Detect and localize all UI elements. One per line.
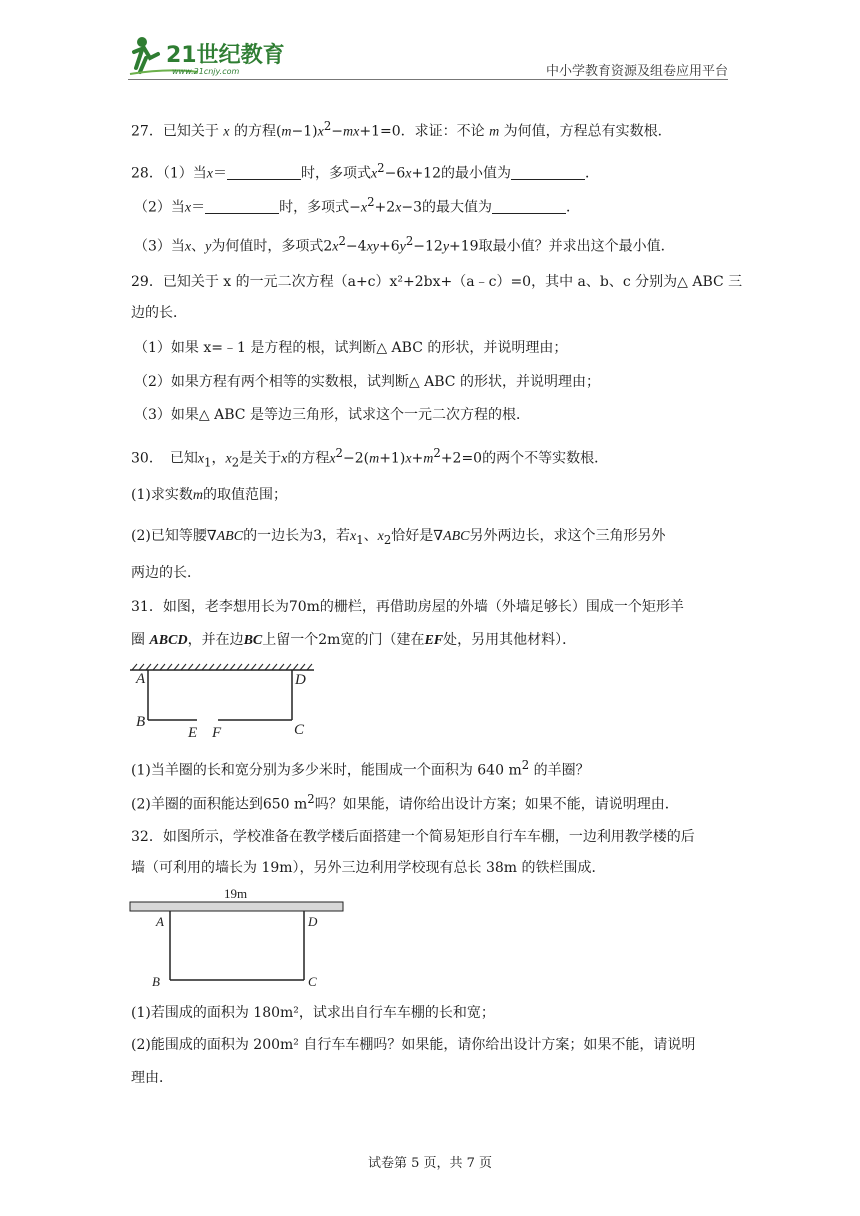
question-28-part-3: （3）当x、y为何值时，多项式$2x^2-4xy+6y^2-12y+19$取最小值？并求出这个最小值．: [134, 234, 675, 255]
svg-text:21世纪教育: 21世纪教育: [166, 43, 285, 68]
answer-blank: [205, 199, 279, 214]
svg-text:D: D: [308, 914, 318, 929]
question-31-part-1: (1)当羊圈的长和宽分别为多少米时，能围成一个面积为 640 $m^2$ 的羊圈？: [131, 758, 590, 779]
question-30-part-1: (1)求实数m的取值范围；: [131, 487, 287, 503]
platform-name: 中小学教育资源及组卷应用平台: [545, 64, 728, 79]
question-31-stem: 31．如图，老李想用长为70m的栅栏，再借助房屋的外墙（外墙足够长）围成一个矩形羊: [131, 599, 684, 615]
sheep-pen-figure: [128, 662, 318, 742]
svg-text:F: F: [212, 725, 222, 741]
question-29-stem: 29．已知关于 x 的一元二次方程（a+c）x²+2bx+（a﹣c）=0，其中 a、b、c 分别为△ ABC 三: [131, 274, 743, 290]
question-30-stem: 30． 已知$x_1$，$x_2$是关于x的方程$x^2-2(m+1)x+m^2+2=0$的两个不等实数根．: [131, 446, 609, 470]
question-32-stem: 32．如图所示，学校准备在教学楼后面搭建一个简易矩形自行车车棚，一边利用教学楼的后: [131, 829, 695, 845]
answer-blank: [492, 199, 566, 214]
question-29-part-3: （3）如果△ ABC 是等边三角形，试求这个一元二次方程的根．: [134, 407, 530, 423]
svg-text:C: C: [294, 722, 305, 738]
question-28-part-1: 28．（1）当x＝ 时，多项式$x^2-6x+12$的最小值为 ．: [131, 161, 599, 182]
question-31-stem-cont: 圈 ABCD，并在边BC上留一个2m宽的门（建在EF处，另用其他材料）．: [131, 632, 577, 648]
answer-blank: [511, 165, 585, 180]
svg-text:www.21cnjy.com: www.21cnjy.com: [172, 67, 240, 76]
question-29-stem-cont: 边的长．: [131, 305, 187, 321]
logo-21cnjy: [128, 34, 298, 78]
svg-text:A: A: [156, 914, 164, 929]
svg-text:B: B: [136, 714, 146, 730]
question-29-part-2: （2）如果方程有两个相等的实数根，试判断△ ABC 的形状，并说明理由；: [134, 374, 600, 390]
question-31-part-2: (2)羊圈的面积能达到650 $m^2$吗？如果能，请你给出设计方案；如果不能，请说明理由．: [131, 792, 679, 813]
page-header: [128, 34, 728, 82]
svg-text:19m: 19m: [224, 886, 248, 901]
question-28-part-2: （2）当x＝ 时，多项式$-x^2+2x-3$的最大值为 ．: [134, 195, 581, 216]
question-32-part-2: (2)能围成的面积为 200m² 自行车车棚吗？如果能，请你给出设计方案；如果不能，请说明: [131, 1037, 696, 1053]
question-27: 27．已知关于 x 的方程$(m-1)x^2-mx+1=0$．求证：不论 m 为何值，方程总有实数根．: [131, 119, 672, 140]
question-32-stem-cont: 墙（可利用的墙长为 19m），另外三边利用学校现有总长 38m 的铁栏围成．: [131, 860, 606, 876]
answer-blank: [227, 165, 301, 180]
question-30-part-2-cont: 两边的长．: [131, 565, 201, 581]
header-divider: [128, 79, 728, 80]
svg-text:D: D: [295, 672, 306, 688]
bike-shed-figure: [128, 884, 346, 990]
svg-text:E: E: [188, 725, 198, 741]
svg-text:C: C: [308, 974, 317, 989]
question-29-part-1: （1）如果 x=﹣1 是方程的根，试判断△ ABC 的形状，并说明理由；: [134, 340, 568, 356]
svg-text:B: B: [152, 974, 160, 989]
page-footer: 试卷第 5 页，共 7 页: [367, 1156, 493, 1171]
svg-text:A: A: [136, 671, 146, 687]
question-30-part-2: (2)已知等腰∇ABC的一边长为3，若$x_1$、$x_2$恰好是∇ABC另外两边长，求这个三角形另外: [131, 528, 666, 547]
question-32-part-2-cont: 理由．: [131, 1070, 173, 1086]
question-32-part-1: (1)若围成的面积为 180m²，试求出自行车车棚的长和宽；: [131, 1005, 495, 1021]
